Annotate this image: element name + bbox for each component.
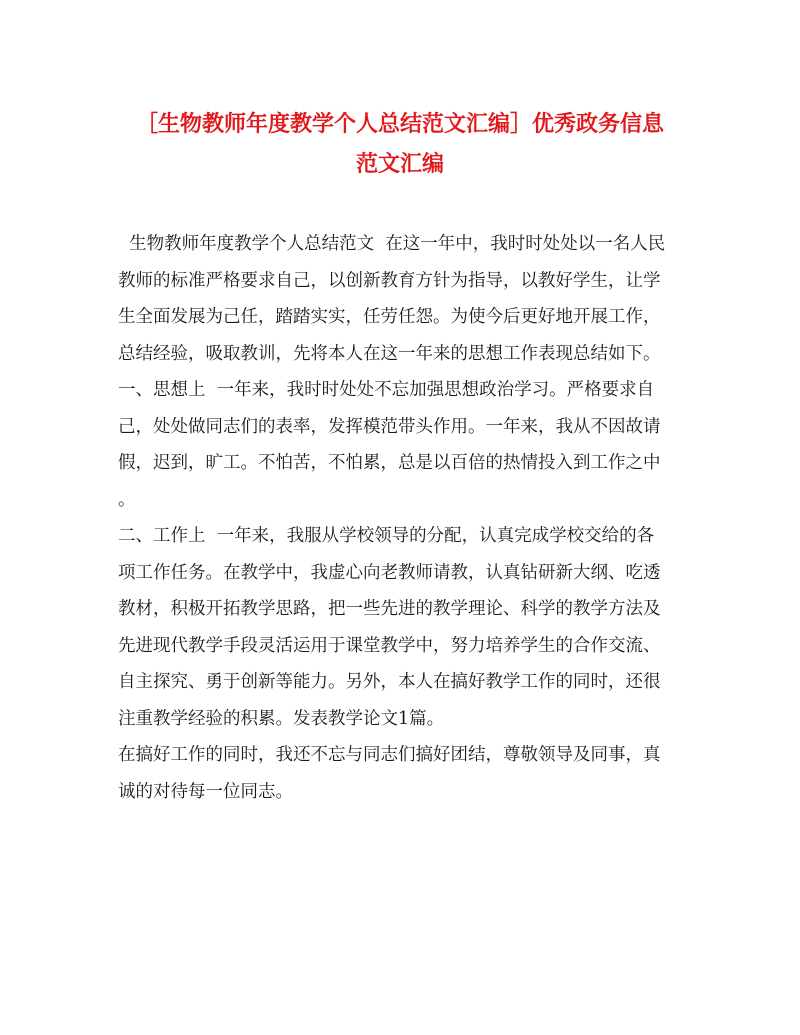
body-line: 在搞好工作的同时，我还不忘与同志们搞好团结，尊敬领导及同事，真 <box>118 745 661 765</box>
document-title <box>100 104 700 184</box>
body-line: 一、思想上 一年来，我时时处处不忘加强思想政治学习。严格要求自 <box>118 380 655 400</box>
document-body <box>118 226 698 810</box>
body-line: 总结经验，吸取教训，先将本人在这一年来的思想工作表现总结如下。 <box>118 343 661 364</box>
body-line: 生全面发展为己任，踏踏实实，任劳任怨。为使今后更好地开展工作， <box>118 307 661 327</box>
body-line: 自主探究、勇于创新等能力。另外，本人在搞好教学工作的同时，还很 <box>118 672 661 692</box>
body-line: 二、工作上 一年来，我服从学校领导的分配，认真完成学校交给的各 <box>118 526 655 546</box>
body-line: 己，处处做同志们的表率，发挥模范带头作用。一年来，我从不因故请 <box>118 416 661 437</box>
body-line: 项工作任务。在教学中，我虚心向老教师请教，认真钻研新大纲、吃透 <box>118 562 661 583</box>
body-line: 教材，积极开拓教学思路，把一些先进的教学理论、科学的教学方法及 <box>118 599 661 619</box>
body-line: 诚的对待每一位同志。 <box>118 781 293 802</box>
title-line-1: ［生物教师年度教学个人总结范文汇编］优秀政务信息 <box>135 111 664 137</box>
body-line: 教师的标准严格要求自己，以创新教育方针为指导，以教好学生，让学 <box>118 270 661 291</box>
body-line: 先进现代教学手段灵活运用于课堂教学中，努力培养学生的合作交流、 <box>118 635 661 656</box>
body-line: 假，迟到，旷工。不怕苦，不怕累，总是以百倍的热情投入到工作之中 <box>118 453 661 473</box>
body-line: 注重教学经验的积累。发表教学论文1篇。 <box>118 708 445 729</box>
body-line: 。 <box>118 489 136 510</box>
body-line: 生物教师年度教学个人总结范文 在这一年中，我时时处处以一名人民 <box>118 234 666 254</box>
title-line-2: 范文汇编 <box>355 151 444 177</box>
